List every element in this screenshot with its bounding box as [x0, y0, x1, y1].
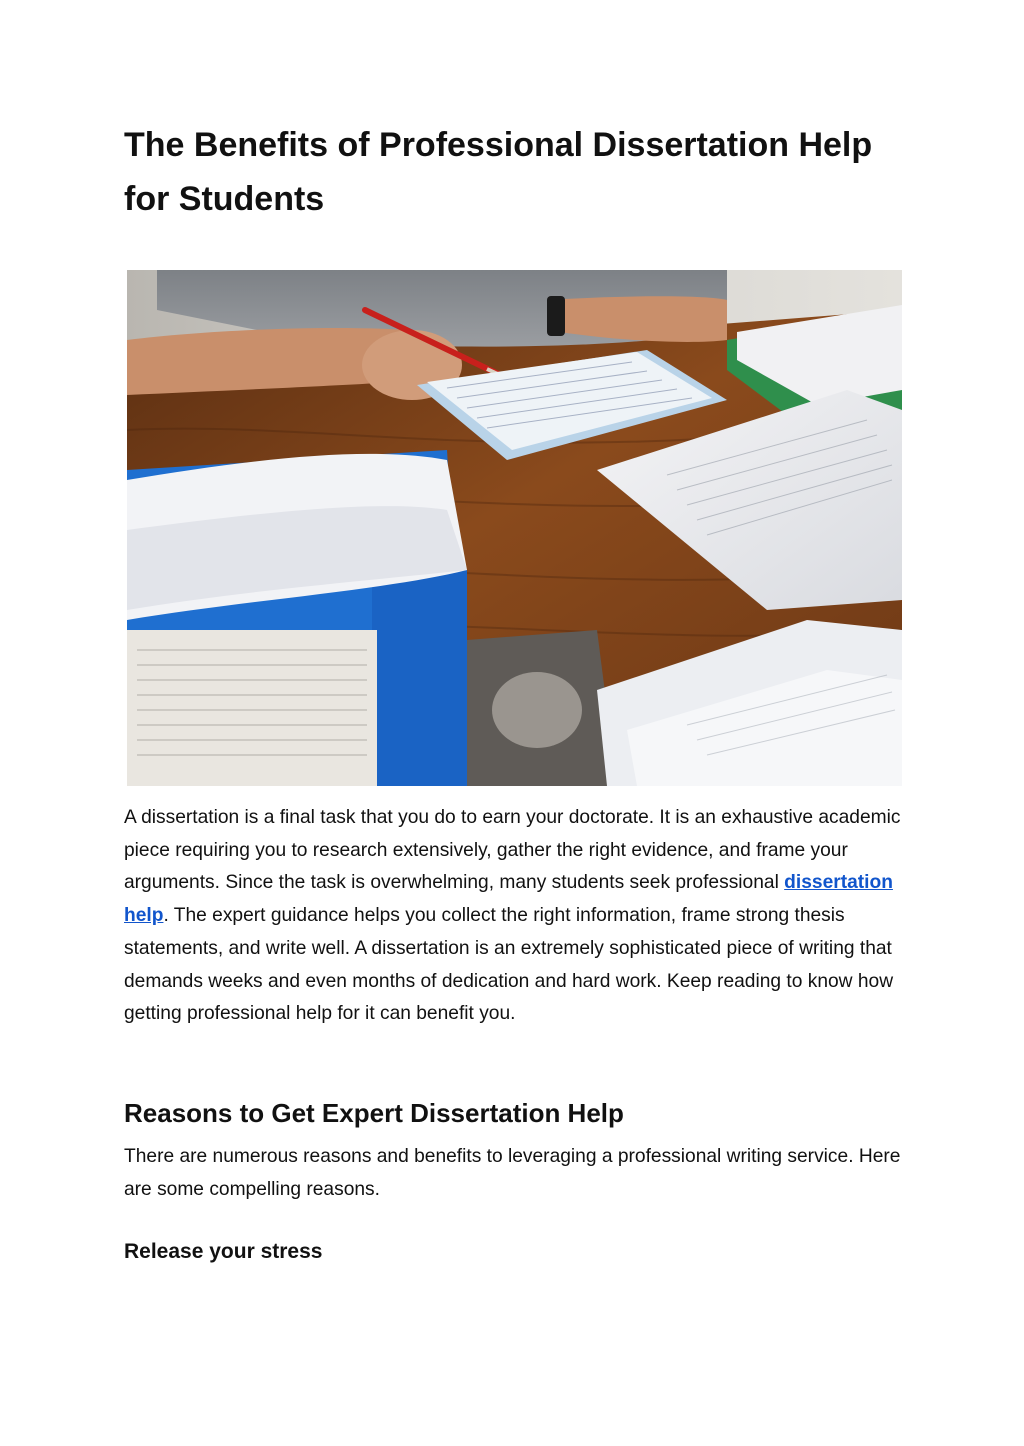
intro-paragraph — [124, 802, 914, 1031]
section-paragraph: There are numerous reasons and benefits to leveraging a professional writing service. Here are some compelling reasons. — [124, 1146, 901, 1200]
subheading: Release your stress — [124, 1240, 323, 1263]
dissertation-help-link[interactable]: dissertation help — [124, 872, 893, 927]
document-title: The Benefits of Professional Dissertation Help for Students — [124, 126, 873, 218]
intro-text-after-link: . The expert guidance helps you collect the right information, frame strong thesis statements, and write well. A dissertation is an extremely sophisticated piece of writing that demands weeks and even months of dedication and hard work. Keep reading to know how getting professional help for it can benefit you. — [124, 905, 894, 1025]
article-photo — [127, 270, 902, 786]
intro-text-before-link: A dissertation is a final task that you do to earn your doctorate. It is an exhaustive academic piece requiring you to research extensively, gather the right evidence, and frame your arguments. Since the task is overwhelming, many students seek professional — [124, 807, 901, 894]
section-heading: Reasons to Get Expert Dissertation Help — [124, 1098, 624, 1128]
